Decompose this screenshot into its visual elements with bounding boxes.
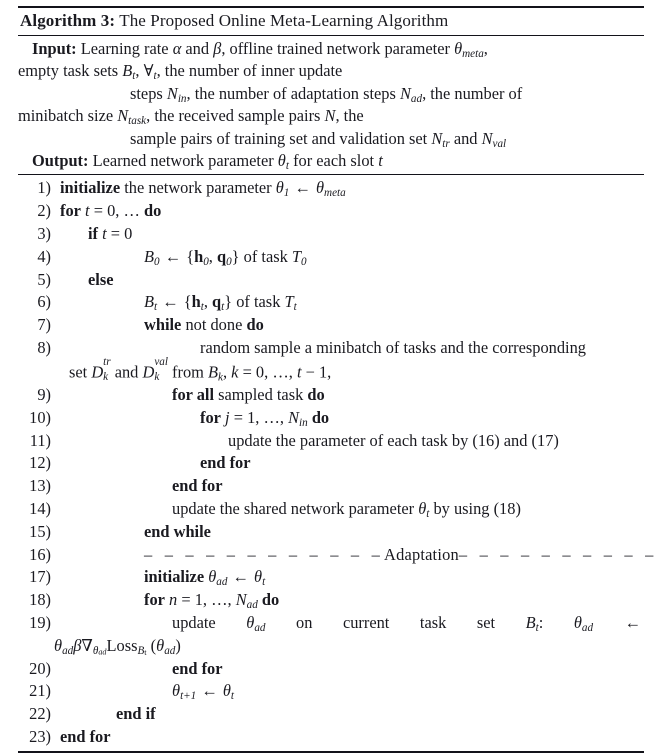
- step-5-text: else: [88, 269, 114, 289]
- step-21-text: $\theta_{t+1}$ ← $\theta_t$: [172, 681, 235, 703]
- step-22-text: end if: [116, 704, 156, 724]
- input-line-4: [18, 105, 644, 127]
- step-18: [18, 589, 644, 612]
- step-15-number: 15): [29, 521, 51, 541]
- step-20-text: end for: [172, 658, 223, 678]
- step-3: [18, 223, 644, 246]
- step-16: [18, 544, 658, 567]
- step-18-number: 18): [29, 590, 51, 610]
- input-line-2: [18, 60, 644, 82]
- step-19-word-theta-ad-2: $\theta_{ad}$: [573, 612, 594, 634]
- step-19-word-set: set: [476, 612, 496, 632]
- step-16-text: [60, 544, 658, 567]
- step-20: [18, 658, 644, 681]
- step-4-text: $B_0$ ← {$h_0$, $q_0$} of task $T_0$: [144, 246, 307, 268]
- step-10-text: for j = 1, …, $N_{in}$ do: [200, 407, 330, 429]
- step-4: [18, 246, 644, 269]
- step-10-number: 10): [29, 407, 51, 427]
- step-3-text: if t = 0: [88, 224, 133, 244]
- step-19-word-arrow: ←: [624, 612, 641, 632]
- step-19-word-task: task: [419, 612, 447, 632]
- step-1-text: initialize the network parameter $\theta_1$ ← $\theta_{meta}$: [60, 178, 346, 200]
- step-9-number: 9): [37, 384, 51, 404]
- step-19-word-current: current: [342, 612, 390, 632]
- step-7-number: 7): [37, 315, 51, 335]
- step-2-text: for t = 0, … do: [60, 201, 162, 221]
- step-2-number: 2): [37, 201, 51, 221]
- step-3-number: 3): [37, 224, 51, 244]
- step-17-text: initialize $\theta_{ad}$ ← $\theta_t$: [144, 567, 266, 589]
- step-9: [18, 384, 644, 407]
- input-line-3-text: steps $N_{in}$, the number of adaptation steps $N_{ad}$, the number of: [130, 83, 523, 105]
- input-keyword: Input:: [32, 39, 77, 58]
- output-line: [18, 150, 644, 172]
- step-22: [18, 703, 644, 726]
- algorithm-preamble: [18, 36, 644, 173]
- algorithm-label: Algorithm 3:: [20, 11, 116, 30]
- step-11-text: update the parameter of each task by (16) and (17): [228, 430, 559, 450]
- adaptation-marker: Adaptation: [384, 544, 459, 564]
- step-1: [18, 177, 644, 200]
- step-11: [18, 430, 644, 453]
- input-line-4-text: minibatch size $N_{task}$, the received sample pairs N, the: [18, 106, 364, 128]
- step-22-number: 22): [29, 704, 51, 724]
- step-19-word-bt: $B_t$:: [525, 612, 544, 634]
- input-line-2-text: empty task sets $B_t$, $\forall_t$, the number of inner update: [18, 61, 343, 83]
- step-19-word-on: on: [296, 612, 313, 632]
- step-13-number: 13): [29, 476, 51, 496]
- algorithm-steps: [18, 175, 658, 748]
- input-line-1-text: Learning rate α and β, offline trained network parameter $\theta_{meta}$,: [80, 39, 488, 60]
- input-line-1: [18, 38, 644, 60]
- bottom-rule: [18, 751, 644, 753]
- step-13: [18, 475, 644, 498]
- step-5: [18, 269, 644, 292]
- step-9-text: for all sampled task do: [172, 384, 325, 404]
- step-19-number: 19): [29, 612, 51, 632]
- input-line-5: [18, 128, 644, 150]
- step-19-word-update: update: [172, 612, 216, 632]
- step-14-text: update the shared network parameter $\theta_t$ by using (18): [172, 498, 521, 520]
- step-15: [18, 521, 644, 544]
- step-15-text: end while: [144, 521, 211, 541]
- step-2: [18, 200, 644, 223]
- step-17-number: 17): [29, 567, 51, 587]
- input-line-3: [18, 83, 644, 105]
- step-6-text: $B_t$ ← {$h_t$, $q_t$} of task $T_t$: [144, 292, 297, 314]
- step-13-text: end for: [172, 476, 223, 496]
- algorithm-title: [18, 8, 644, 34]
- step-19-word-theta-ad: $\theta_{ad}$: [246, 612, 266, 634]
- dashes-right: – – – – – – – – – –: [458, 544, 658, 564]
- algorithm-title-text: The Proposed Online Meta-Learning Algorithm: [119, 11, 449, 30]
- step-6: [18, 291, 644, 314]
- step-23-text: end for: [60, 726, 111, 746]
- step-20-number: 20): [29, 658, 51, 678]
- step-1-number: 1): [37, 178, 51, 198]
- step-23-number: 23): [29, 726, 51, 746]
- step-17: [18, 566, 644, 589]
- step-11-number: 11): [29, 430, 51, 450]
- output-keyword: Output:: [32, 151, 89, 171]
- step-21-number: 21): [29, 681, 51, 701]
- step-12-number: 12): [29, 453, 51, 473]
- step-8: [18, 337, 644, 360]
- step-8-text: random sample a minibatch of tasks and the corresponding: [200, 338, 586, 358]
- algorithm-block: [18, 6, 658, 753]
- output-line-text: Learned network parameter $\theta_t$ for each slot t: [92, 151, 383, 172]
- step-18-text: for n = 1, …, $N_{ad}$ do: [144, 590, 280, 612]
- step-19: [18, 612, 644, 635]
- dashes-left: – – – – – – – – – – – –: [144, 544, 385, 564]
- step-5-number: 5): [37, 269, 51, 289]
- step-16-number: 16): [29, 544, 51, 564]
- step-23: [18, 726, 644, 749]
- step-12-text: end for: [200, 453, 251, 473]
- step-14-number: 14): [29, 498, 51, 518]
- step-19-text: [60, 612, 644, 635]
- step-7: [18, 314, 644, 337]
- step-8-continuation: set D tr k and D val k from $B_k$, k = 0, …, t − 1,: [69, 356, 332, 384]
- step-4-number: 4): [37, 246, 51, 266]
- step-21: [18, 680, 644, 703]
- step-8-number: 8): [37, 338, 51, 358]
- step-10: [18, 407, 644, 430]
- step-12: [18, 452, 644, 475]
- input-line-5-text: sample pairs of training set and validation set $N_{tr}$ and $N_{val}$: [130, 128, 507, 150]
- step-7-text: while not done do: [144, 315, 264, 335]
- step-6-number: 6): [37, 292, 51, 312]
- step-14: [18, 498, 644, 521]
- step-19-continuation: $\theta_{ad}\beta\nabla_{\theta ad}Loss_{Bt}$ $(\theta_{ad})$: [54, 635, 181, 657]
